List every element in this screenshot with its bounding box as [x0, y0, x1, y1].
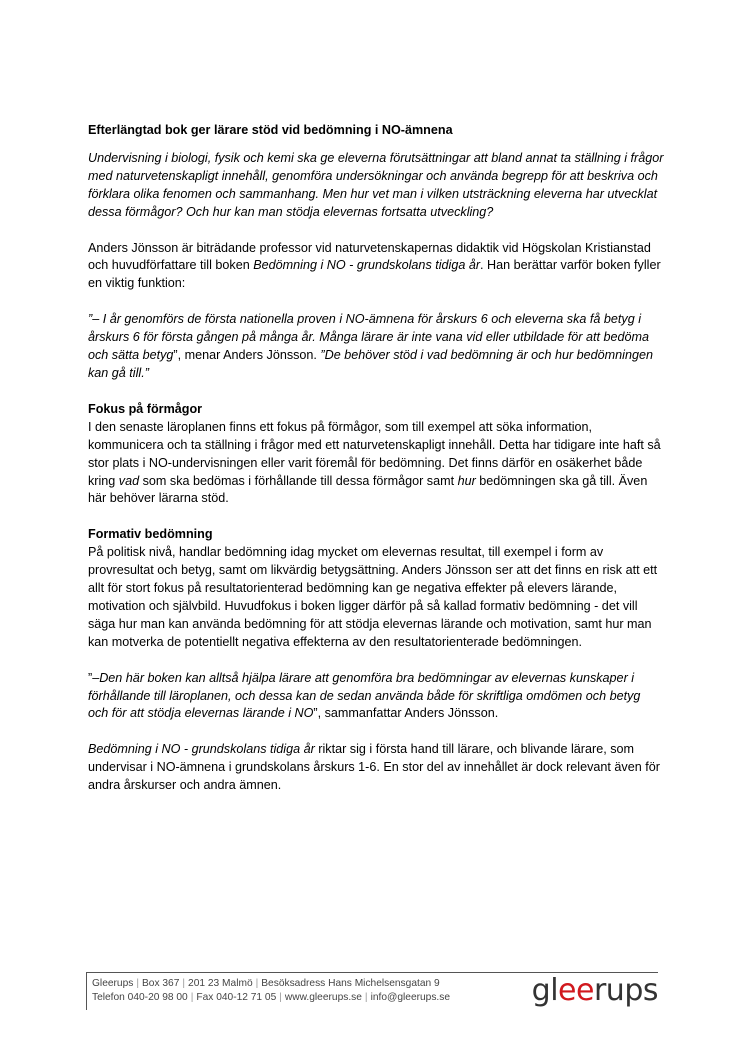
quote-2-body: Den här boken kan alltså hjälpa lärare att genomföra bra bedömningar av elevernas kunskaper i förhållande till läroplanen, och dessa kan de sedan använda både för skriftliga omdömen och betyg och för att stödja elevernas lärande i NO	[88, 670, 641, 721]
footer-separator: |	[364, 992, 368, 1003]
footer-visiting-address: Besöksadress Hans Michelsensgatan 9	[261, 978, 440, 989]
footer-postal: 201 23 Malmö	[188, 978, 253, 989]
footer-company: Gleerups	[92, 978, 134, 989]
footer-fax: Fax 040-12 71 05	[196, 992, 277, 1003]
article-title: Efterlängtad bok ger lärare stöd vid bedömning i NO-ämnena	[88, 123, 453, 137]
quote-paragraph-2	[88, 670, 664, 724]
footer-website-link[interactable]: www.gleerups.se	[284, 992, 362, 1003]
author-text-end: . Han berättar varför boken fyller en viktig funktion:	[88, 258, 661, 291]
formativ-text: På politisk nivå, handlar bedömning idag mycket om elevernas resultat, till exempel i form av provresultat och betyg, samt om likvärdig betygsättning. Anders Jönsson ser att det finns en risk att ett allt för stort fokus på resultatorienterad bedömning kan ge negativa effekter på elevers lärande, motivation och självbild. Huvudfokus i boken ligger därför på så kallad formativ bedömning - det vill säga hur man kan använda bedömning för att stödja elevernas lärande och motivation, samt hur man kan motverka de potentiellt negativa effekterna av den resultatorienterade bedömningen.	[88, 545, 658, 649]
footer-left-rule	[86, 972, 87, 1010]
quote-2-attribution: ”, sammanfattar Anders Jönsson.	[313, 706, 499, 721]
quote-paragraph-1	[88, 311, 664, 383]
footer-contact	[92, 977, 450, 1005]
quote-1-part-a: ”– I år genomförs de första nationella proven i NO-ämnena för årskurs 6 och eleverna ska få betyg i årskurs 6 för första gången på många år. Många lärare är inte vana vid eller utbildade för att bedöma och sätta betyg	[88, 312, 649, 363]
section-formativ	[88, 526, 664, 651]
formagor-text-b: som ska bedömas i förhållande till dessa förmågor samt	[139, 473, 458, 488]
formagor-text-c: bedömningen ska gå till. Även här behöver lärarna stöd.	[88, 473, 648, 506]
footer-separator: |	[190, 992, 194, 1003]
closing-text: riktar sig i första hand till lärare, och blivande lärare, som undervisar i NO-ämnena i grundskolans årskurs 1-6. En stor del av innehållet är dock relevant även för andra årskurser och andra ämnen.	[88, 742, 660, 793]
formagor-emph-vad: vad	[118, 473, 140, 488]
footer-separator: |	[136, 978, 139, 989]
logo-text-accent: ee	[558, 973, 594, 1008]
footer-box: Box 367	[142, 978, 180, 989]
subheading-formagor: Fokus på förmågor	[88, 401, 203, 416]
closing-book-title: Bedömning i NO - grundskolans tidiga år	[88, 742, 315, 757]
footer-contact-line	[92, 991, 450, 1005]
book-title-inline: Bedömning i NO - grundskolans tidiga år	[253, 258, 481, 273]
page-footer	[86, 972, 658, 1012]
closing-paragraph	[88, 741, 664, 795]
subheading-formativ: Formativ bedömning	[88, 527, 213, 542]
intro-paragraph: Undervisning i biologi, fysik och kemi ska ge eleverna förutsättningar att bland annat ta ställning i frågor med naturvetenskapligt innehåll, genomföra undersökningar och använda begrepp för att beskriva och förklara olika fenomen och sammanhang. Men hur vet man i vilken utsträckning eleverna har utvecklat dessa förmågor? Och hur kan man stödja elevernas fortsatta utveckling?	[88, 150, 664, 219]
author-paragraph	[88, 240, 664, 294]
author-text-start: Anders Jönsson är biträdande professor vid naturvetenskapernas didaktik vid Högskolan Kristianstad och huvudförfattare till boken	[88, 240, 651, 273]
formagor-text-a: I den senaste läroplanen finns ett fokus på förmågor, som till exempel att söka information, kommunicera och ta ställning i frågor med ett naturvetenskapligt innehåll. Detta har tidigare inte haft så stor plats i NO-undervisningen eller varit föremål för bedömning. Det finns därför en osäkerhet både kring	[88, 419, 661, 488]
footer-separator: |	[182, 978, 186, 989]
formagor-emph-hur: hur	[457, 473, 476, 488]
footer-email-link[interactable]: info@gleerups.se	[370, 992, 451, 1003]
press-release-body	[88, 122, 664, 813]
footer-separator: |	[279, 992, 282, 1003]
gleerups-logo	[532, 974, 658, 1008]
quote-1-attribution: ”, menar Anders Jönsson.	[173, 348, 321, 363]
footer-phone: Telefon 040-20 98 00	[92, 992, 188, 1003]
logo-text-start: gl	[531, 973, 559, 1008]
quote-2-open: ”–	[88, 670, 100, 685]
quote-1-part-b: ”De behöver stöd i vad bedömning är och hur bedömningen kan gå till.”	[88, 348, 653, 380]
footer-separator: |	[255, 978, 259, 989]
footer-address-line	[92, 977, 450, 991]
section-formagor	[88, 401, 664, 508]
logo-text-end: rups	[593, 973, 658, 1008]
